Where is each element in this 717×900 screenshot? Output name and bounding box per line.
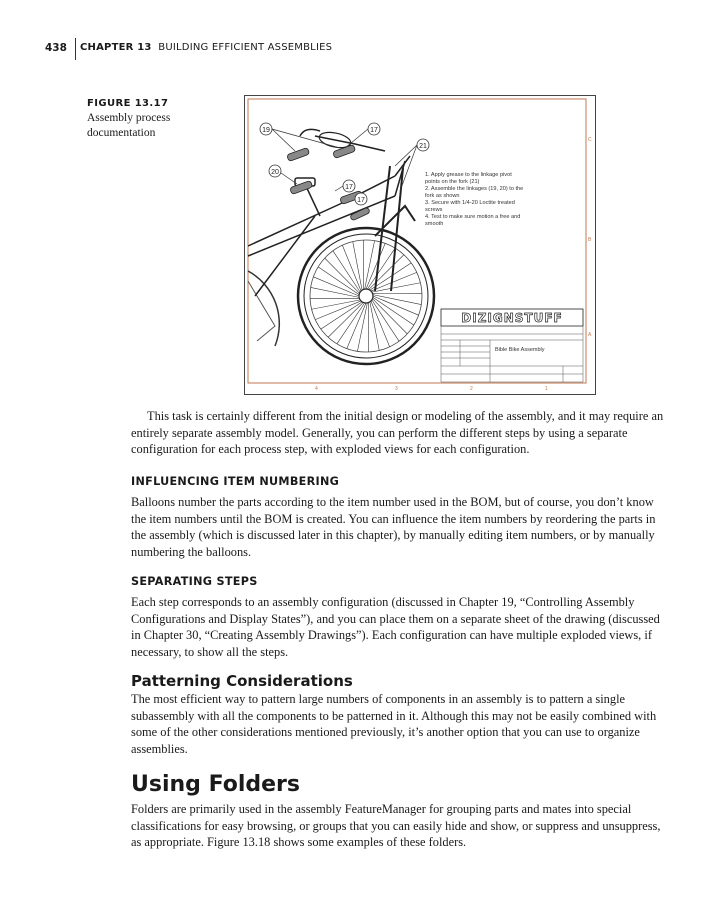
note-line: 1. Apply grease to the linkage pivot (425, 172, 512, 178)
svg-text:17: 17 (370, 127, 378, 134)
chapter-label: CHAPTER 13 (80, 42, 152, 53)
svg-text:17: 17 (357, 197, 365, 204)
note-line: 4. Test to make sure motion a free and (425, 214, 521, 220)
svg-text:DIZIGNSTUFF: DIZIGNSTUFF (461, 311, 563, 325)
wheel-spoke (342, 245, 361, 291)
wheel-spoke (371, 301, 390, 347)
paragraph-influencing: Balloons number the parts according to the item number used in the BOM, but of course, you don’t know the item numbers until the BOM is created. You can influence the item numbers by reordering the parts in the assembly (which is discussed later in this chapter), by manually editing item numbers, or by manually numbering the balloons. (131, 495, 656, 559)
rear-wheel (248, 271, 279, 346)
balloon-19 (260, 123, 272, 135)
heading-separating-steps: SEPARATING STEPS (131, 575, 258, 588)
wheel-spoke (315, 301, 361, 320)
svg-text:21: 21 (419, 143, 427, 150)
svg-text:C: C (588, 137, 592, 143)
note-line: 3. Secure with 1/4-20 Loctite treated (425, 200, 515, 206)
heading-influencing-item-numbering: INFLUENCING ITEM NUMBERING (131, 475, 340, 488)
svg-text:2: 2 (470, 386, 473, 392)
chapter-heading (80, 42, 332, 53)
assembly-drawing (245, 96, 595, 394)
sheet-zone-letters (588, 137, 592, 338)
svg-text:20: 20 (271, 169, 279, 176)
balloon-20 (269, 165, 281, 177)
balloon-17 (355, 193, 367, 205)
balloon-21 (417, 139, 429, 151)
wheel-spoke (365, 241, 375, 289)
front-wheel (298, 228, 434, 364)
page-number: 438 (45, 42, 67, 54)
svg-text:1: 1 (545, 386, 548, 392)
svg-text:A: A (588, 332, 592, 338)
svg-text:3: 3 (395, 386, 398, 392)
figure-number: FIGURE 13.17 (87, 98, 169, 109)
running-header (0, 42, 717, 62)
wheel-spoke (311, 287, 359, 297)
note-line: fork as shown (425, 193, 460, 199)
balloon-17 (343, 180, 355, 192)
note-line: screws (425, 207, 443, 213)
paragraph-folders: Folders are primarily used in the assembly FeatureManager for grouping parts and mates into special classifications for easy browsing, or groups that you can easily hide and show, or suppress and unsuppress, as appropriate. Figure 13.18 shows some examples of these folders. (131, 802, 661, 850)
note-line: smooth (425, 221, 444, 227)
heading-patterning-considerations: Patterning Considerations (131, 672, 353, 690)
note-line: 2. Assemble the linkages (19, 20) to the (425, 186, 524, 192)
wheel-spoke (372, 299, 407, 334)
wheel-spoke (373, 295, 421, 305)
svg-text:19: 19 (262, 127, 270, 134)
figure-caption (87, 96, 227, 141)
figure-caption-line: Assembly process (87, 112, 171, 124)
title-block (441, 326, 583, 382)
chapter-title: BUILDING EFFICIENT ASSEMBLIES (158, 42, 333, 53)
header-divider (75, 38, 76, 60)
svg-text:17: 17 (345, 184, 353, 191)
wheel-spoke (357, 303, 367, 351)
sheet-zone-numbers (315, 386, 548, 392)
wheel-spoke (325, 258, 360, 293)
wheel-spoke (328, 302, 363, 337)
figure-caption-line: documentation (87, 127, 156, 139)
wheel-spoke (369, 255, 404, 290)
balloon-17 (368, 123, 380, 135)
assembly-notes (425, 172, 523, 227)
chain-stay (248, 281, 275, 341)
paragraph-patterning: The most efficient way to pattern large numbers of components in an assembly is to pattern a single subassembly with all the components to be patterned in it. Although this may not be easily combined with some of the other considerations mentioned previously, it’s another option that you can use to organize assemblies. (131, 692, 657, 756)
svg-text:4: 4 (315, 386, 318, 392)
note-line: points on the fork (21) (425, 179, 480, 185)
paragraph-intro: This task is certainly different from the initial design or modeling of the assembly, and it may require an entirely separate assembly model. Generally, you can perform the different steps by using a separate configuration for each process step, with exploded views for each configuration. (131, 409, 664, 457)
company-logo (441, 309, 583, 326)
svg-text:B: B (588, 237, 592, 243)
assembly-drawing-figure (244, 95, 596, 395)
title-block-title: Bible Bike Assembly (495, 347, 545, 353)
heading-using-folders: Using Folders (131, 772, 300, 797)
paragraph-separating: Each step corresponds to an assembly configuration (discussed in Chapter 19, “Controlling Assembly Configurations and Display States”), and you can place them on a separate sheet of the drawing (discussed in Chapter 30, “Creating Assembly Drawings”). Each configuration can have multiple exploded views, if necessary, to show all the steps. (131, 595, 660, 659)
